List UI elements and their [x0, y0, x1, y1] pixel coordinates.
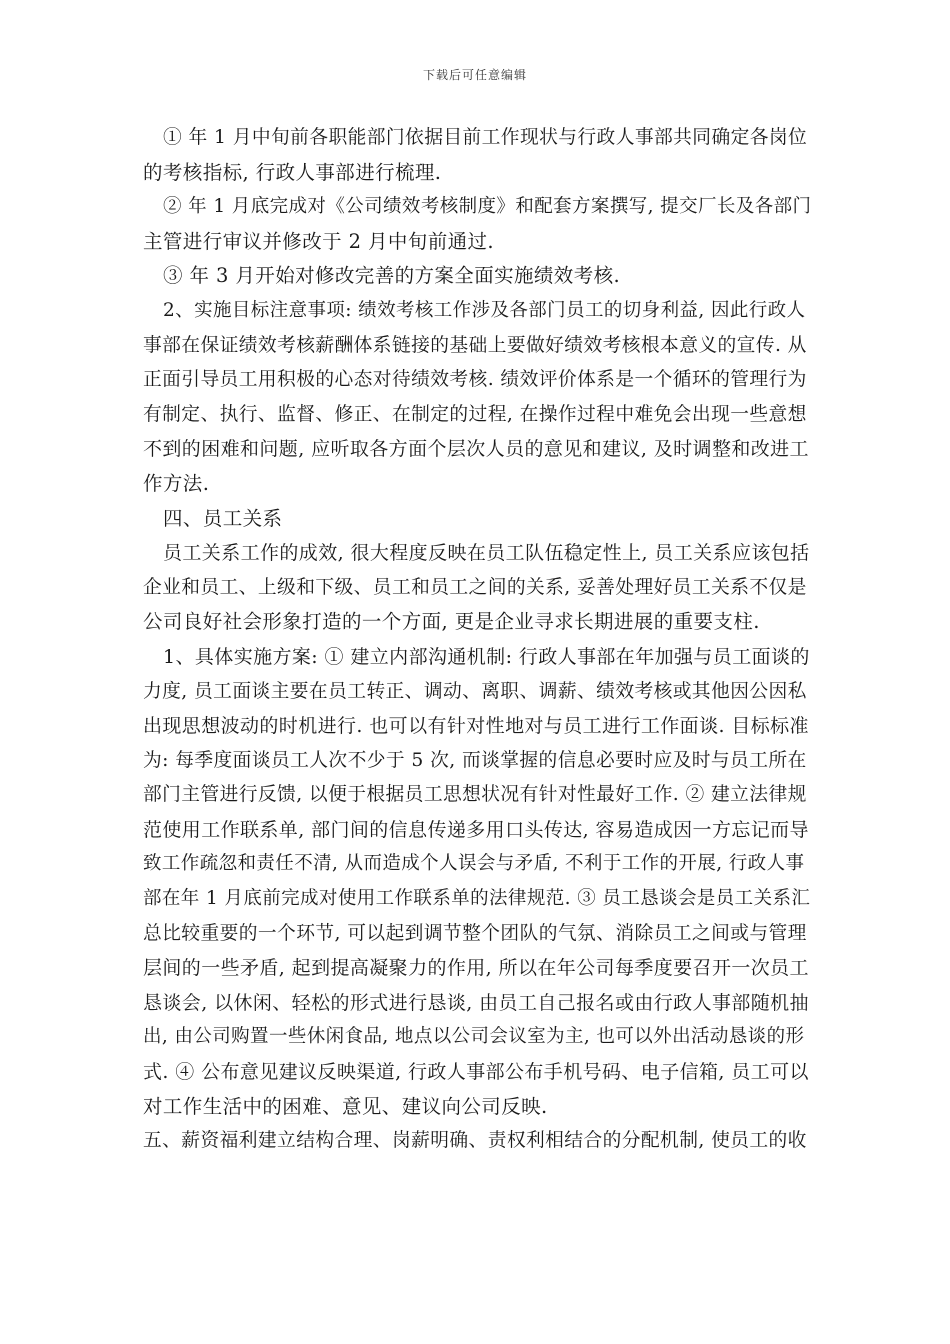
- text-line: 出现思想波动的时机进行. 也可以有针对性地对与员工进行工作面谈. 目标标准: [143, 715, 809, 738]
- text-line: 正面引导员工用积极的心态对待绩效考核. 绩效评价体系是一个循环的管理行为: [143, 369, 807, 391]
- text-line: 2、实施目标注意事项: 绩效考核工作涉及各部门员工的切身利益, 因此行政人: [163, 299, 806, 321]
- text-line: 事部在保证绩效考核薪酬体系链接的基础上要做好绩效考核根本意义的宣传. 从: [143, 334, 807, 356]
- text-line: 四、员工关系: [163, 506, 283, 530]
- text-line: 主管进行审议并修改于 2 月中旬前通过.: [143, 229, 495, 253]
- text-line: 致工作疏忽和责任不清, 从而造成个人误会与矛盾, 不利于工作的开展, 行政人事: [143, 853, 805, 875]
- text-line: ③ 年 3 月开始对修改完善的方案全面实施绩效考核.: [163, 264, 621, 288]
- text-line: 恳谈会, 以休闲、轻松的形式进行恳谈, 由员工自己报名或由行政人事部随机抽: [143, 991, 809, 1014]
- page-header: 下载后可任意编辑: [422, 68, 527, 82]
- text-line: 部在年 1 月底前完成对使用工作联系单的法律规范. ③ 员工恳谈会是员工关系汇: [143, 888, 811, 910]
- text-line: 企业和员工、上级和下级、员工和员工之间的关系, 妥善处理好员工关系不仅是: [143, 576, 807, 598]
- text-line: 的考核指标, 行政人事部进行梳理.: [143, 160, 442, 184]
- document-body: [143, 121, 811, 1159]
- text-line: 作方法.: [143, 471, 210, 495]
- text-line: 为: 每季度面谈员工人次不少于 5 次, 而谈掌握的信息必要时应及时与员工所在: [143, 749, 807, 771]
- text-line: 式. ④ 公布意见建议反映渠道, 行政人事部公布手机号码、电子信箱, 员工可以: [143, 1061, 809, 1084]
- text-line: 有制定、执行、监督、修正、在制定的过程, 在操作过程中难免会出现一些意想: [143, 403, 807, 425]
- text-line: 层间的一些矛盾, 起到提高凝聚力的作用, 所以在年公司每季度要召开一次员工: [143, 957, 809, 980]
- text-line: 五、薪资福利建立结构合理、岗薪明确、责权利相结合的分配机制, 使员工的收: [143, 1130, 807, 1152]
- text-line: 部门主管进行反馈, 以便于根据员工思想状况有针对性最好工作. ② 建立法律规: [143, 784, 807, 806]
- text-line: 员工关系工作的成效, 很大程度反映在员工队伍稳定性上, 员工关系应该包括: [163, 542, 810, 565]
- text-line: 1、具体实施方案: ① 建立内部沟通机制: 行政人事部在年加强与员工面谈的: [163, 645, 810, 668]
- text-line: 公司良好社会形象打造的一个方面, 更是企业寻求长期进展的重要支柱.: [143, 610, 760, 634]
- text-line: 范使用工作联系单, 部门间的信息传递多用口头传达, 容易造成因一方忘记而导: [143, 818, 809, 841]
- text-line: 总比较重要的一个环节, 可以起到调节整个团队的气氛、消除员工之间或与管理: [143, 922, 807, 944]
- text-line: ② 年 1 月底完成对《公司绩效考核制度》和配套方案撰写, 提交厂长及各部门: [163, 196, 812, 218]
- text-line: ① 年 1 月中旬前各职能部门依据目前工作现状与行政人事部共同确定各岗位: [163, 127, 808, 148]
- text-line: 不到的困难和问题, 应听取各方面个层次人员的意见和建议, 及时调整和改进工: [143, 438, 809, 461]
- text-line: 出, 由公司购置一些休闲食品, 地点以公司会议室为主, 也可以外出活动恳谈的形: [143, 1026, 805, 1048]
- text-line: 对工作生活中的困难、意见、建议向公司反映.: [143, 1094, 548, 1118]
- text-line: 力度, 员工面谈主要在员工转正、调动、离职、调薪、绩效考核或其他因公因私: [143, 680, 807, 702]
